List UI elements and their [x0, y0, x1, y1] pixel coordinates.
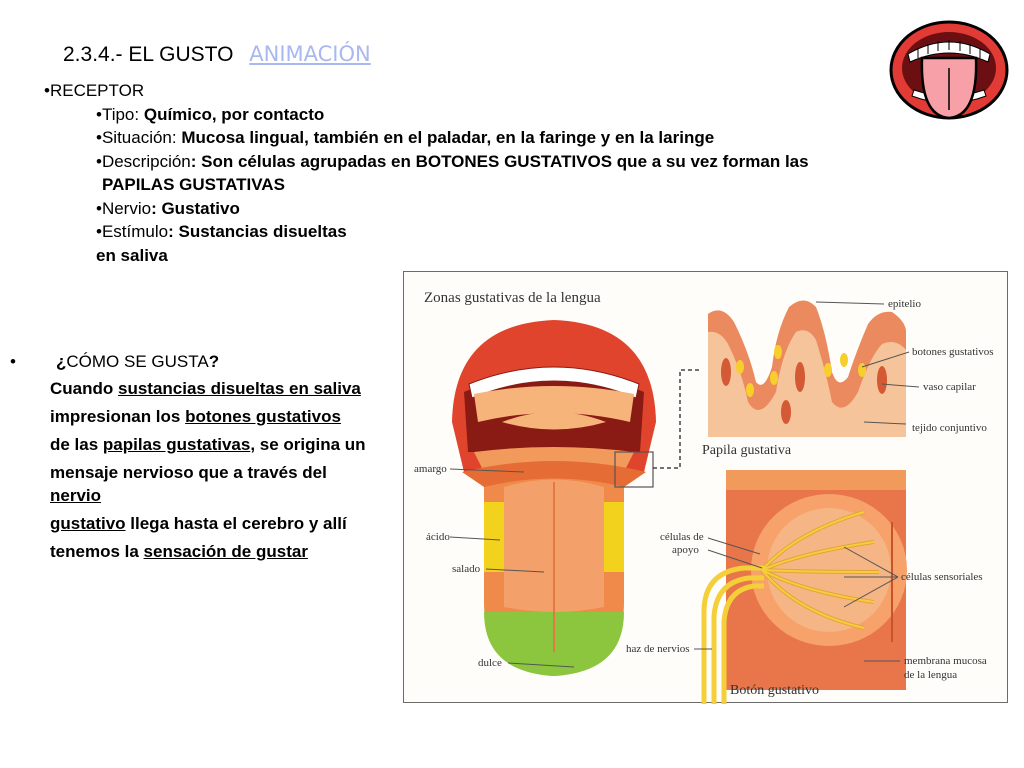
title-text: 2.3.4.- EL GUSTO	[63, 43, 234, 66]
how-line-5: gustativo llega hasta el cerebro y allí	[50, 514, 347, 533]
label-vaso: vaso capilar	[923, 381, 976, 393]
slide-title	[63, 42, 371, 67]
how-line-2: impresionan los botones gustativos	[50, 407, 341, 426]
tongue-illustration	[452, 320, 702, 676]
tipo-line: •Tipo: Químico, por contacto	[96, 104, 325, 124]
label-haz-nervios: haz de nervios	[626, 643, 690, 655]
how-line-4: mensaje nervioso que a través del nervio	[50, 463, 327, 505]
label-celulas-sensoriales: células sensoriales	[901, 571, 983, 583]
how-line-1: Cuando sustancias disueltas en saliva	[50, 379, 361, 398]
descripcion-line-2: PAPILAS GUSTATIVAS	[102, 175, 285, 194]
papila-label: Papila gustativa	[702, 443, 792, 458]
label-tejido: tejido conjuntivo	[912, 422, 987, 434]
descripcion-line: •Descripción: Son células agrupadas en BOTONES GUSTATIVOS que a su vez forman las	[96, 151, 809, 171]
figure-title: Zonas gustativas de la lengua	[424, 290, 601, 306]
how-we-taste-section	[10, 350, 375, 568]
estimulo-line-2: en saliva	[96, 245, 168, 265]
label-botones: botones gustativos	[912, 346, 994, 358]
label-amargo: amargo	[414, 463, 447, 475]
boton-label: Botón gustativo	[730, 683, 820, 698]
papila-illustration	[708, 301, 906, 438]
animation-link[interactable]: ANIMACIÓN	[249, 42, 371, 66]
nervio-line: •Nervio: Gustativo	[96, 198, 240, 218]
taste-zones-illustration	[404, 272, 1009, 704]
how-line-3: de las papilas gustativas, se origina un	[50, 435, 366, 454]
label-acido: ácido	[426, 531, 450, 543]
mouth-tongue-icon	[888, 18, 1010, 126]
label-celulas-apoyo-1: células de	[660, 531, 704, 543]
boton-illustration	[704, 470, 907, 704]
label-salado: salado	[452, 563, 481, 575]
label-membrana-2: de la lengua	[904, 669, 958, 681]
label-membrana-1: membrana mucosa	[904, 655, 987, 667]
label-dulce: dulce	[478, 657, 502, 669]
how-line-6: tenemos la sensación de gustar	[50, 542, 308, 561]
label-celulas-apoyo-2: apoyo	[672, 544, 699, 556]
receptor-header: •RECEPTOR	[44, 81, 145, 100]
taste-zones-figure	[403, 271, 1008, 703]
situacion-line: •Situación: Mucosa lingual, también en el paladar, en la faringe y en la laringe	[96, 128, 715, 147]
receptor-section	[44, 79, 809, 267]
question-heading: • ¿CÓMO SE GUSTA?	[10, 352, 220, 371]
label-epitelio: epitelio	[888, 298, 921, 310]
estimulo-line: •Estímulo: Sustancias disueltas	[96, 222, 347, 241]
